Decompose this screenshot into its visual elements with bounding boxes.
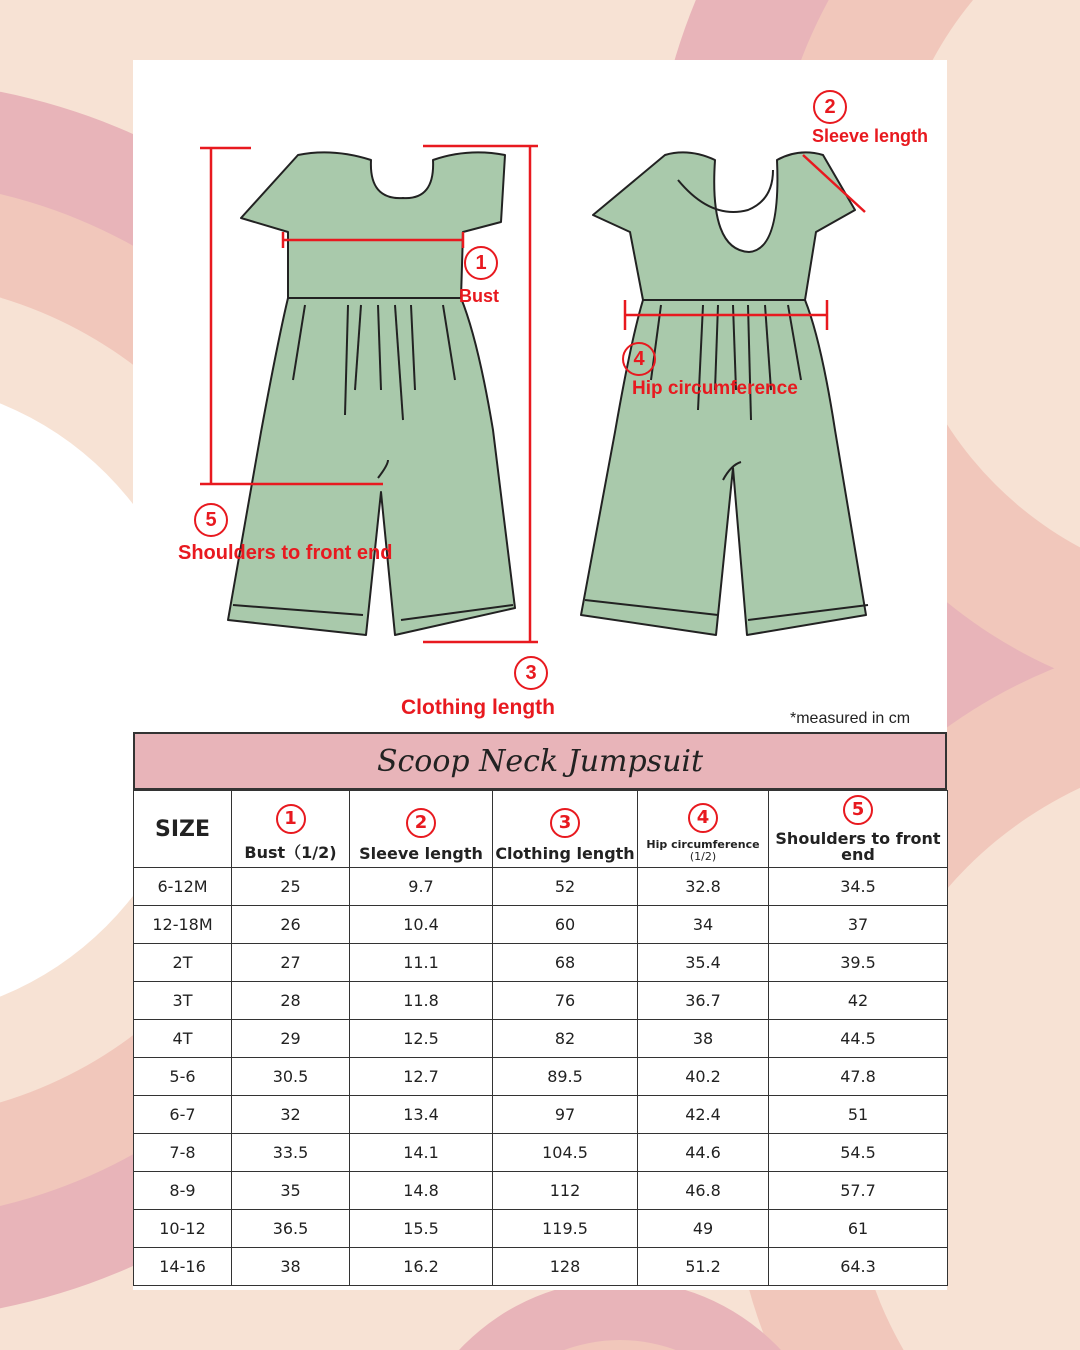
cell-shoulders: 34.5 (769, 868, 948, 906)
cell-size: 7-8 (134, 1134, 232, 1172)
jumpsuit-diagram (133, 60, 947, 732)
clothing-length-label: Clothing length (401, 696, 555, 719)
header-marker-5: 5 (843, 795, 873, 825)
cell-size: 6-12M (134, 868, 232, 906)
cell-shoulders: 64.3 (769, 1248, 948, 1286)
cell-bust: 38 (232, 1248, 350, 1286)
hip-circumference-label: Hip circumference (632, 378, 798, 399)
cell-hip: 42.4 (638, 1096, 769, 1134)
cell-bust: 33.5 (232, 1134, 350, 1172)
marker-2: 2 (813, 90, 847, 124)
cell-sleeve: 9.7 (350, 868, 493, 906)
sleeve-length-label: Sleeve length (812, 126, 929, 146)
cell-sleeve: 14.8 (350, 1172, 493, 1210)
cell-hip: 44.6 (638, 1134, 769, 1172)
cell-hip: 35.4 (638, 944, 769, 982)
cell-clothing: 112 (493, 1172, 638, 1210)
cell-size: 10-12 (134, 1210, 232, 1248)
cell-sleeve: 11.1 (350, 944, 493, 982)
header-marker-1: 1 (276, 804, 306, 834)
header-hip-label: Hip circumference (646, 838, 760, 851)
marker-4: 4 (622, 342, 656, 376)
cell-size: 5-6 (134, 1058, 232, 1096)
header-sleeve (350, 791, 493, 868)
cell-sleeve: 15.5 (350, 1210, 493, 1248)
table-row (134, 868, 948, 906)
cell-sleeve: 11.8 (350, 982, 493, 1020)
cell-hip: 46.8 (638, 1172, 769, 1210)
cell-bust: 26 (232, 906, 350, 944)
cell-hip: 49 (638, 1210, 769, 1248)
table-row (134, 1096, 948, 1134)
table-row (134, 1134, 948, 1172)
header-sleeve-label: Sleeve length (359, 844, 483, 863)
header-marker-2: 2 (406, 808, 436, 838)
header-hip-sub: (1/2) (689, 850, 717, 863)
cell-size: 12-18M (134, 906, 232, 944)
cell-shoulders: 51 (769, 1096, 948, 1134)
table-row (134, 1210, 948, 1248)
cell-shoulders: 61 (769, 1210, 948, 1248)
table-row (134, 906, 948, 944)
cell-clothing: 128 (493, 1248, 638, 1286)
cell-hip: 34 (638, 906, 769, 944)
header-shoulders (769, 791, 948, 868)
cell-bust: 27 (232, 944, 350, 982)
table-title: Scoop Neck Jumpsuit (376, 743, 704, 779)
cell-bust: 32 (232, 1096, 350, 1134)
cell-size: 6-7 (134, 1096, 232, 1134)
cell-bust: 29 (232, 1020, 350, 1058)
cell-size: 14-16 (134, 1248, 232, 1286)
header-hip (638, 791, 769, 868)
cell-bust: 36.5 (232, 1210, 350, 1248)
cell-sleeve: 13.4 (350, 1096, 493, 1134)
marker-5: 5 (194, 503, 228, 537)
cell-clothing: 104.5 (493, 1134, 638, 1172)
cell-clothing: 52 (493, 868, 638, 906)
cell-bust: 25 (232, 868, 350, 906)
table-title-bar (133, 732, 947, 790)
cell-sleeve: 10.4 (350, 906, 493, 944)
table-header-row (134, 791, 948, 868)
cell-hip: 40.2 (638, 1058, 769, 1096)
table-row (134, 1172, 948, 1210)
marker-1: 1 (464, 246, 498, 280)
cell-sleeve: 12.7 (350, 1058, 493, 1096)
cell-clothing: 89.5 (493, 1058, 638, 1096)
cell-clothing: 76 (493, 982, 638, 1020)
cell-shoulders: 57.7 (769, 1172, 948, 1210)
cell-size: 4T (134, 1020, 232, 1058)
cell-size: 2T (134, 944, 232, 982)
table-row (134, 982, 948, 1020)
marker-3: 3 (514, 656, 548, 690)
header-bust (232, 791, 350, 868)
table-row (134, 1020, 948, 1058)
table-row (134, 1248, 948, 1286)
header-marker-4: 4 (688, 803, 718, 833)
cell-hip: 38 (638, 1020, 769, 1058)
header-clothing-label: Clothing length (495, 844, 635, 863)
cell-clothing: 82 (493, 1020, 638, 1058)
cell-shoulders: 54.5 (769, 1134, 948, 1172)
cell-shoulders: 37 (769, 906, 948, 944)
shoulders-to-front-end-label: Shoulders to front end (178, 542, 393, 564)
cell-sleeve: 12.5 (350, 1020, 493, 1058)
cell-shoulders: 42 (769, 982, 948, 1020)
size-table (133, 790, 948, 1286)
cell-size: 8-9 (134, 1172, 232, 1210)
cell-sleeve: 16.2 (350, 1248, 493, 1286)
cell-clothing: 60 (493, 906, 638, 944)
header-bust-label: Bust（1/2) (244, 843, 337, 862)
cell-hip: 36.7 (638, 982, 769, 1020)
cell-bust: 30.5 (232, 1058, 350, 1096)
bust-label: Bust (459, 286, 499, 306)
header-marker-3: 3 (550, 808, 580, 838)
cell-clothing: 97 (493, 1096, 638, 1134)
size-chart-card (133, 60, 947, 1290)
table-row (134, 1058, 948, 1096)
header-size: SIZE (134, 791, 232, 868)
cell-hip: 32.8 (638, 868, 769, 906)
header-shoulders-label: Shoulders to front end (775, 829, 941, 864)
header-clothing (493, 791, 638, 868)
cell-bust: 28 (232, 982, 350, 1020)
cell-bust: 35 (232, 1172, 350, 1210)
cell-shoulders: 47.8 (769, 1058, 948, 1096)
cell-clothing: 119.5 (493, 1210, 638, 1248)
cell-clothing: 68 (493, 944, 638, 982)
table-row (134, 944, 948, 982)
cell-shoulders: 44.5 (769, 1020, 948, 1058)
cell-size: 3T (134, 982, 232, 1020)
measurement-note: *measured in cm (790, 710, 911, 727)
cell-sleeve: 14.1 (350, 1134, 493, 1172)
cell-shoulders: 39.5 (769, 944, 948, 982)
cell-hip: 51.2 (638, 1248, 769, 1286)
